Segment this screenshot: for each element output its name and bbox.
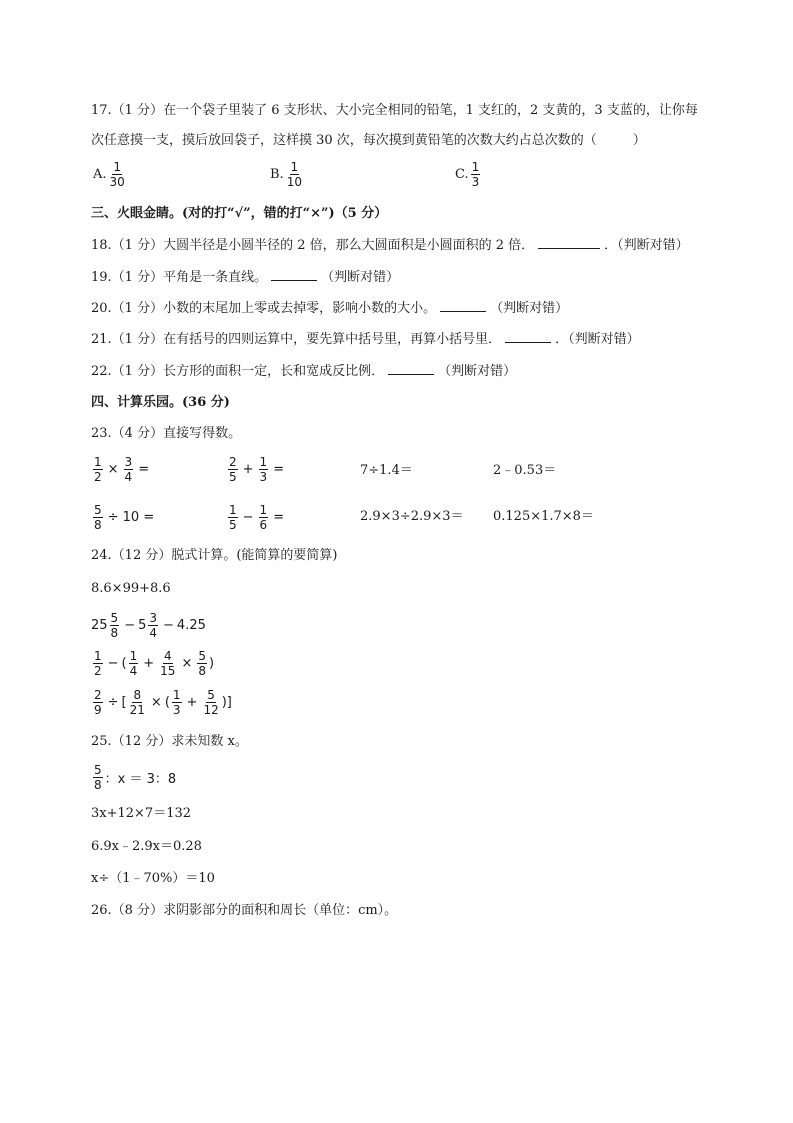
fraction: $\frac{1}{4}$ [129,649,138,678]
q22: 22.（1 分）长方形的面积一定，长和宽成反比例． （判断对错） [91,364,517,379]
fraction: $\frac{1}{2}$ [94,649,102,678]
q19: 19.（1 分）平角是一条直线。 （判断对错） [91,270,400,285]
q24-expr-3: $\frac{1}{2}$ − ( $\frac{1}{4}$ + $\frac{4}{15}$ × $\frac{5}{8}$ ) [94,649,215,678]
fraction: $\frac{4}{15}$ [160,649,176,678]
answer-blank[interactable] [388,362,434,375]
fraction: $\frac{5}{8}$ [110,611,119,640]
fraction: $\frac{2}{5}$ [229,455,237,484]
fraction: $\frac{1}{10}$ [286,160,302,189]
q23-item-8: 0.125×1.7×8＝ [493,509,594,524]
q20: 20.（1 分）小数的末尾加上零或去掉零，影响小数的大小。 （判断对错） [91,301,569,316]
q17-option-b[interactable]: B. $\frac{1}{10}$ [270,160,302,189]
q24-title: 24.（12 分）脱式计算。(能简算的要简算) [91,548,338,563]
q23-item-7: 2.9×3÷2.9×3＝ [360,509,464,524]
q23-item-2: $\frac{2}{5}$ + $\frac{1}{3}$ = [229,455,285,484]
answer-blank[interactable] [538,236,600,249]
fraction: $\frac{5}{12}$ [203,688,219,717]
q23-title: 23.（4 分）直接写得数。 [91,426,242,441]
fraction: $\frac{1}{3}$ [471,160,480,189]
fraction: $\frac{1}{3}$ [259,455,268,484]
q23-item-6: $\frac{1}{5}$ − $\frac{1}{6}$ = [229,503,285,532]
q23-item-4: 2﹣0.53＝ [493,463,557,478]
fraction: $\frac{1}{2}$ [94,455,102,484]
fraction: $\frac{1}{3}$ [172,688,181,717]
fraction: $\frac{1}{5}$ [229,503,237,532]
q17-option-c[interactable]: C. $\frac{1}{3}$ [455,160,480,189]
fraction: $\frac{5}{8}$ [198,649,206,678]
answer-blank[interactable] [505,330,551,343]
fraction: $\frac{2}{9}$ [94,688,102,717]
q25-expr-1: $\frac{5}{8}$ ：x ＝ 3：8 [94,763,177,792]
q17-line1: 17.（1 分）在一个袋子里装了 6 支形状、大小完全相同的铅笔，1 支红的，2 支黄的，3 支蓝的，让你每 [91,103,698,118]
q23-item-3: 7÷1.4＝ [360,463,413,478]
q23-item-1: $\frac{1}{2}$ × $\frac{3}{4}$ = [94,455,150,484]
q21: 21.（1 分）在有括号的四则运算中，要先算中括号里，再算小括号里． ．（判断对错） [91,332,640,347]
q25-expr-3: 6.9x﹣2.9x＝0.28 [91,839,202,854]
answer-blank[interactable] [440,299,486,312]
q25-expr-4: x÷（1﹣70%）＝10 [91,871,215,886]
answer-blank[interactable] [271,268,317,281]
q24-expr-1: 8.6×99+8.6 [91,581,171,596]
q17-line2: 次任意摸一支，摸后放回袋子，这样摸 30 次，每次摸到黄铅笔的次数大约占总次数的（ ） [91,133,646,148]
fraction: $\frac{3}{4}$ [124,455,133,484]
q24-expr-2: 25 $\frac{5}{8}$ − 5 $\frac{3}{4}$ − 4.25 [91,611,206,640]
q18: 18.（1 分）大圆半径是小圆半径的 2 倍，那么大圆面积是小圆面积的 2 倍． ．（判断对错） [91,238,689,253]
fraction: $\frac{5}{8}$ [94,503,102,532]
section-4-heading: 四、计算乐园。(36 分) [91,395,230,410]
fraction: $\frac{1}{6}$ [259,503,268,532]
fraction: $\frac{1}{30}$ [109,160,125,189]
q24-expr-4: $\frac{2}{9}$ ÷ [ $\frac{8}{21}$ × ( $\frac{1}{3}$ + $\frac{5}{12}$ )] [94,688,232,717]
q25-title: 25.（12 分）求未知数 x。 [91,734,248,749]
fraction: $\frac{8}{21}$ [129,688,145,717]
section-3-heading: 三、火眼金睛。(对的打“√”，错的打“×”)（5 分） [91,206,388,221]
q23-item-5: $\frac{5}{8}$ ÷ 10 = [94,503,155,532]
q25-expr-2: 3x+12×7＝132 [91,806,192,821]
fraction: $\frac{5}{8}$ [94,763,102,792]
q17-option-a[interactable]: A. $\frac{1}{30}$ [93,160,125,189]
fraction: $\frac{3}{4}$ [149,611,158,640]
q26: 26.（8 分）求阴影部分的面积和周长（单位：cm）。 [91,903,398,918]
